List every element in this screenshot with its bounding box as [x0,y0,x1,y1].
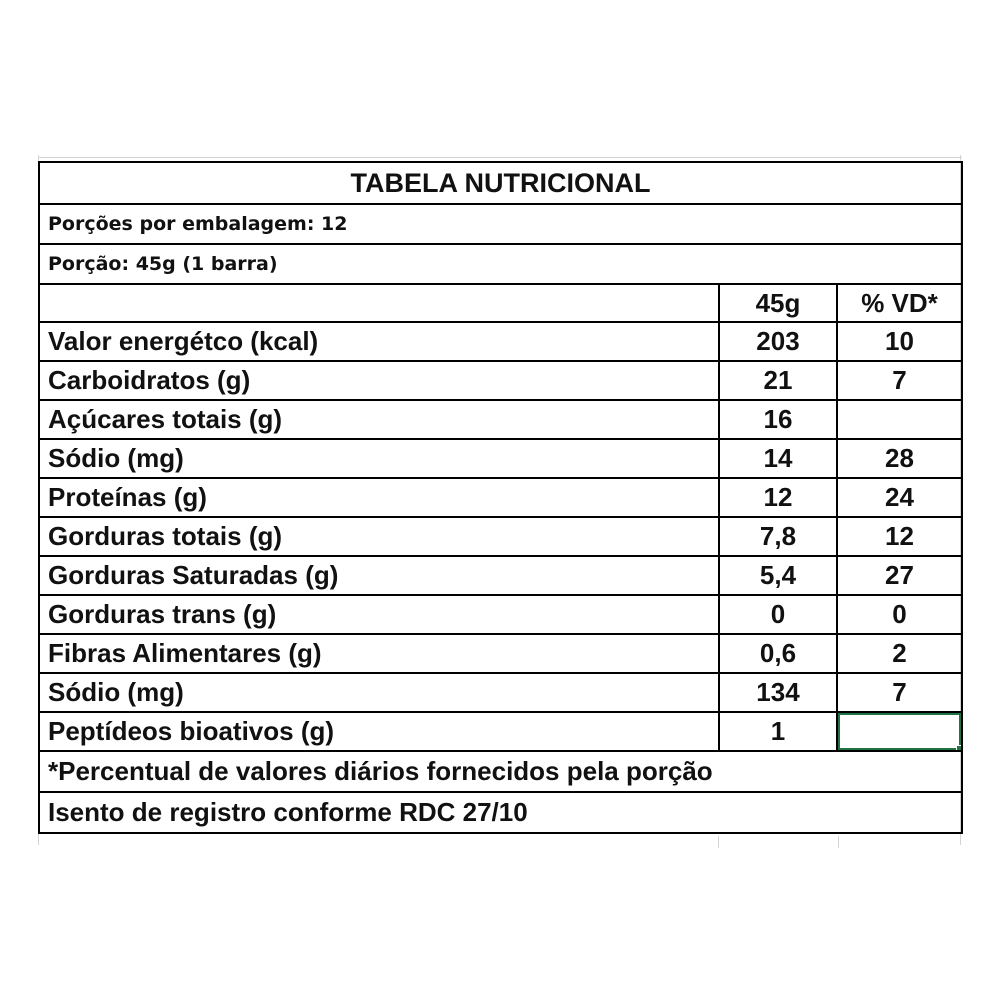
nutrition-table [38,161,963,834]
nutrient-amount[interactable]: 7,8 [719,517,837,556]
nutrient-name[interactable]: Carboidratos (g) [39,361,719,400]
nutrient-name[interactable]: Peptídeos bioativos (g) [39,712,719,751]
nutrient-name[interactable]: Sódio (mg) [39,439,719,478]
nutrient-name[interactable]: Gorduras trans (g) [39,595,719,634]
table-row [39,439,962,478]
nutrient-daily-value[interactable]: 12 [837,517,962,556]
table-row [39,595,962,634]
dv-column-header[interactable]: % VD* [837,284,962,322]
nutrient-daily-value[interactable]: 7 [837,673,962,712]
registration-note[interactable]: Isento de registro conforme RDC 27/10 [39,792,962,833]
nutrient-name[interactable]: Gorduras totais (g) [39,517,719,556]
footnote-row [39,751,962,792]
nutrient-daily-value[interactable]: 0 [837,595,962,634]
nutrient-amount[interactable]: 0,6 [719,634,837,673]
nutrient-daily-value[interactable]: 27 [837,556,962,595]
nutrient-amount[interactable]: 12 [719,478,837,517]
nutrient-name[interactable]: Valor energétco (kcal) [39,322,719,361]
servings-per-package[interactable]: Porções por embalagem: 12 [39,204,962,244]
nutrient-daily-value[interactable] [837,400,962,439]
nutrient-name[interactable]: Açúcares totais (g) [39,400,719,439]
nutrient-amount[interactable]: 16 [719,400,837,439]
nutrient-amount[interactable]: 0 [719,595,837,634]
servings-row [39,204,962,244]
table-row [39,712,962,751]
fill-handle[interactable] [956,745,962,751]
nutrient-amount[interactable]: 14 [719,439,837,478]
table-row [39,361,962,400]
table-row [39,556,962,595]
nutrient-daily-value[interactable]: 2 [837,634,962,673]
nutrient-daily-value[interactable]: 10 [837,322,962,361]
nutrient-amount[interactable]: 134 [719,673,837,712]
gridline-top [38,157,962,158]
nutrient-name[interactable]: Proteínas (g) [39,478,719,517]
nutrient-daily-value[interactable]: 7 [837,361,962,400]
footnote[interactable]: *Percentual de valores diários fornecidos pela porção [39,751,962,792]
table-row [39,322,962,361]
amount-column-header[interactable]: 45g [719,284,837,322]
nutrient-name[interactable]: Gorduras Saturadas (g) [39,556,719,595]
table-row [39,634,962,673]
title-row [39,162,962,204]
serving-size-row [39,244,962,284]
table-title[interactable]: TABELA NUTRICIONAL [39,162,962,204]
table-row [39,673,962,712]
nutrient-name[interactable]: Sódio (mg) [39,673,719,712]
gridline-col-b [718,836,719,848]
nutrient-amount[interactable]: 21 [719,361,837,400]
nutrient-amount[interactable]: 5,4 [719,556,837,595]
nutrient-amount[interactable]: 1 [719,712,837,751]
header-blank-cell[interactable] [39,284,719,322]
column-header-row [39,284,962,322]
nutrient-amount[interactable]: 203 [719,322,837,361]
gridline-col-c [838,836,839,848]
nutrient-daily-value[interactable]: 28 [837,439,962,478]
selected-cell[interactable] [837,712,962,751]
table-row [39,478,962,517]
serving-size[interactable]: Porção: 45g (1 barra) [39,244,962,284]
table-row [39,517,962,556]
nutrient-daily-value[interactable]: 24 [837,478,962,517]
registration-row [39,792,962,833]
nutrient-name[interactable]: Fibras Alimentares (g) [39,634,719,673]
table-row [39,400,962,439]
